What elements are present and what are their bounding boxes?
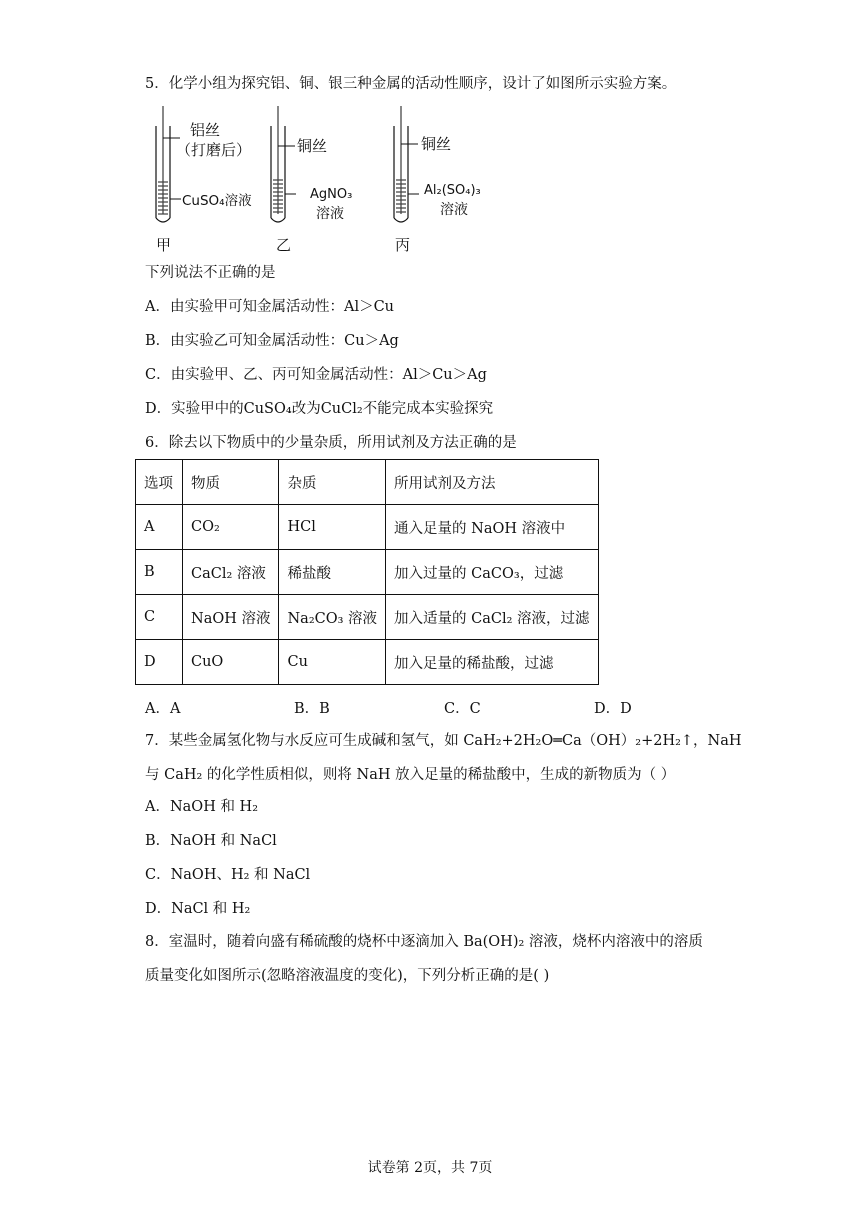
q6-stem: 6．除去以下物质中的少量杂质，所用试剂及方法正确的是 xyxy=(145,435,517,451)
table-row xyxy=(136,595,599,640)
tube1-wire-label: 铝丝 xyxy=(190,121,221,139)
table-cell: 通入足量的 NaOH 溶液中 xyxy=(386,505,599,550)
test-tube-bing xyxy=(394,106,481,254)
tube2-name: 乙 xyxy=(276,236,292,254)
q7-option-b: B．NaOH 和 NaCl xyxy=(145,833,277,849)
table-cell: CuO xyxy=(183,640,279,685)
tube1-solution-label: CuSO₄溶液 xyxy=(182,193,252,209)
tube3-name: 丙 xyxy=(395,236,411,254)
table-row xyxy=(136,640,599,685)
tube3-solution-line1: Al₂(SO₄)₃ xyxy=(424,183,481,198)
q6-answer-d: D．D xyxy=(594,701,632,717)
q5-option-a: A．由实验甲可知金属活动性：Al＞Cu xyxy=(145,299,395,315)
tube3-wire-label: 铜丝 xyxy=(421,135,452,153)
test-tube-yi xyxy=(271,106,352,254)
q6-answer-a: A．A xyxy=(145,701,181,717)
table-header-row xyxy=(136,460,599,505)
q7-stem-line2: 与 CaH₂ 的化学性质相似，则将 NaH 放入足量的稀盐酸中，生成的新物质为（ ） xyxy=(145,767,676,783)
q6-answer-b: B．B xyxy=(294,701,330,717)
tube2-solution-line1: AgNO₃ xyxy=(310,187,353,202)
table-cell: C xyxy=(136,595,183,640)
q5-stem: 5．化学小组为探究铝、铜、银三种金属的活动性顺序，设计了如图所示实验方案。 xyxy=(145,76,677,92)
tube1-note-label: （打磨后） xyxy=(176,141,252,159)
table-cell: 加入足量的稀盐酸，过滤 xyxy=(386,640,599,685)
q5-option-c: C．由实验甲、乙、丙可知金属活动性：Al＞Cu＞Ag xyxy=(145,367,487,383)
table-cell: Cu xyxy=(279,640,386,685)
q6-options-table xyxy=(135,459,599,685)
table-header-cell: 所用试剂及方法 xyxy=(386,460,599,505)
test-tube-jia xyxy=(156,106,252,254)
q7-option-a: A．NaOH 和 H₂ xyxy=(145,799,259,815)
q7-stem-line1: 7．某些金属氢化物与水反应可生成碱和氢气，如 CaH₂+2H₂O═Ca（OH）₂+2H₂↑，NaH xyxy=(145,733,742,749)
table-row xyxy=(136,550,599,595)
q8-stem-line1: 8．室温时，随着向盛有稀硫酸的烧杯中逐滴加入 Ba(OH)₂ 溶液，烧杯内溶液中的溶质 xyxy=(145,934,703,950)
table-cell: D xyxy=(136,640,183,685)
page-footer: 试卷第 2页，共 7页 xyxy=(367,1160,493,1176)
tube1-name: 甲 xyxy=(156,236,172,254)
q5-option-b: B．由实验乙可知金属活动性：Cu＞Ag xyxy=(145,333,399,349)
table-cell: 稀盐酸 xyxy=(279,550,386,595)
q7-option-c: C．NaOH、H₂ 和 NaCl xyxy=(145,867,311,883)
table-cell: CO₂ xyxy=(183,505,279,550)
table-header-cell: 物质 xyxy=(183,460,279,505)
q6-answer-c: C．C xyxy=(444,701,481,717)
table-cell: HCl xyxy=(279,505,386,550)
table-cell: B xyxy=(136,550,183,595)
table-header-cell: 选项 xyxy=(136,460,183,505)
tube2-wire-label: 铜丝 xyxy=(297,137,328,155)
table-cell: 加入过量的 CaCO₃，过滤 xyxy=(386,550,599,595)
q5-test-tube-figure xyxy=(140,102,520,260)
q8-stem-line2: 质量变化如图所示(忽略溶液温度的变化)，下列分析正确的是( ) xyxy=(145,968,550,984)
q5-prompt: 下列说法不正确的是 xyxy=(145,265,276,281)
table-cell: 加入适量的 CaCl₂ 溶液，过滤 xyxy=(386,595,599,640)
tube3-solution-line2: 溶液 xyxy=(440,202,468,218)
q5-option-d: D．实验甲中的CuSO₄改为CuCl₂不能完成本实验探究 xyxy=(145,401,494,417)
tube2-solution-line2: 溶液 xyxy=(316,206,344,222)
table-cell: Na₂CO₃ 溶液 xyxy=(279,595,386,640)
table-cell: A xyxy=(136,505,183,550)
table-row xyxy=(136,505,599,550)
table-cell: CaCl₂ 溶液 xyxy=(183,550,279,595)
q7-option-d: D．NaCl 和 H₂ xyxy=(145,901,251,917)
table-cell: NaOH 溶液 xyxy=(183,595,279,640)
table-header-cell: 杂质 xyxy=(279,460,386,505)
